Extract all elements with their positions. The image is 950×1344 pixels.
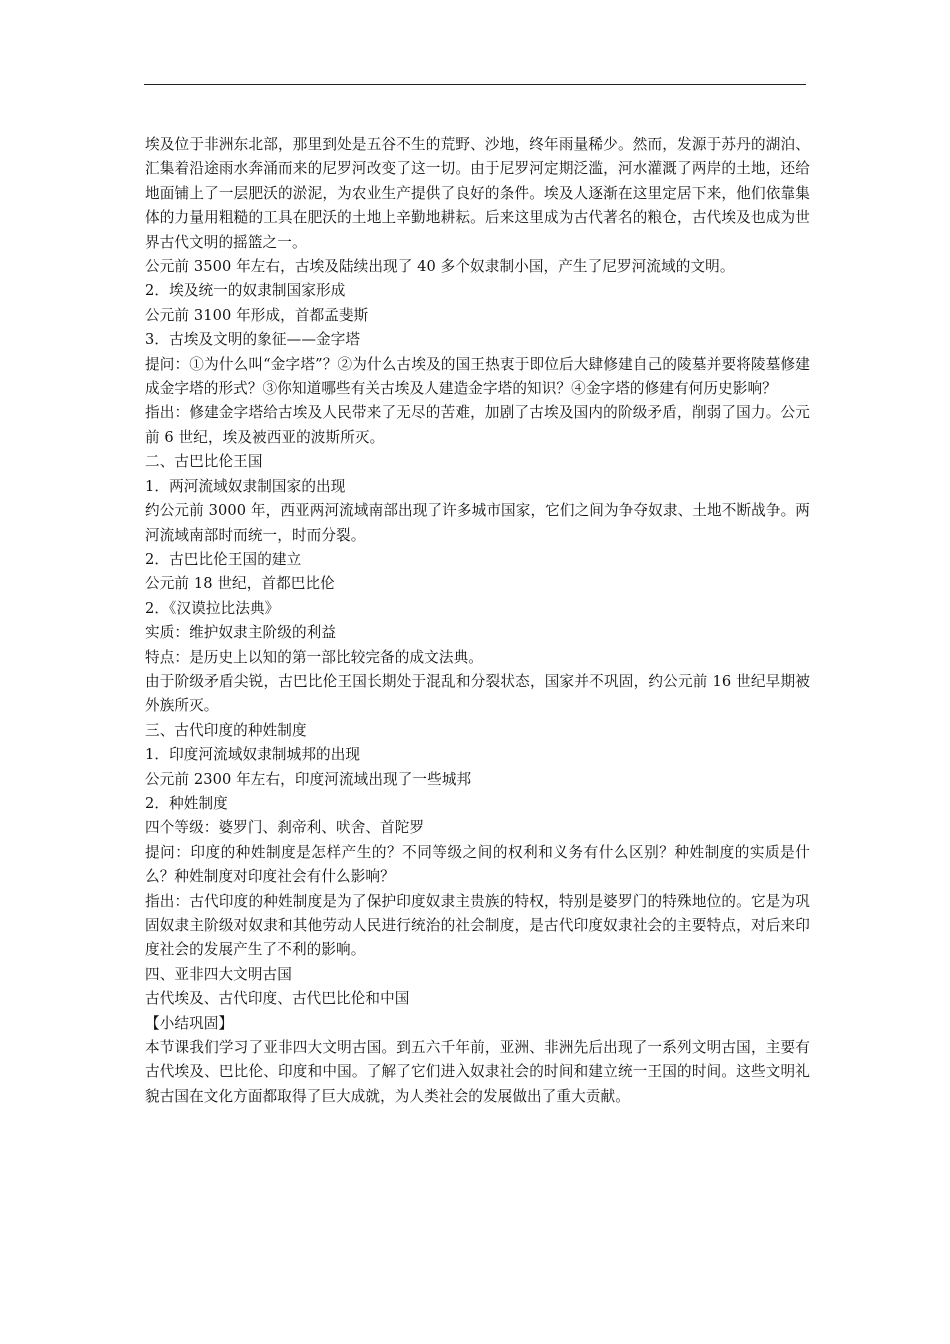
paragraph-caste-conclusion: 指出：古代印度的种姓制度是为了保护印度奴隶主贵族的特权，特别是婆罗门的特殊地位的。它是为巩固奴隶主阶级对奴隶和其他劳动人民进行统治的社会制度，是古代印度奴隶社会的主要特点，对后来印度社会的发展产生了不利的影响。 <box>145 892 810 959</box>
heading-mesopotamia-states: 1．两河流域奴隶制国家的出现 <box>145 477 346 495</box>
paragraph-pyramid-conclusion: 指出：修建金字塔给古埃及人民带来了无尽的苦难，加剧了古埃及国内的阶级矛盾，削弱了国力。公元前 6 世纪，埃及被西亚的波斯所灭。 <box>145 404 810 446</box>
heading-hammurabi-code: 2．《汉谟拉比法典》 <box>145 599 280 617</box>
heading-summary: 【小结巩固】 <box>145 1014 234 1032</box>
paragraph-pyramid-questions: 提问：①为什么叫“金字塔”？②为什么古埃及的国王热衷于即位后大肆修建自己的陵墓并要将陵墓修建成金字塔的形式？③你知道哪些有关古埃及人建造金字塔的知识？④金字塔的修建有何历史影响？ <box>145 355 810 398</box>
paragraph-egypt-capital: 公元前 3100 年形成，首都孟斐斯 <box>145 306 369 324</box>
paragraph-mesopotamia: 约公元前 3000 年，西亚两河流域南部出现了许多城市国家，它们之间为争夺奴隶、土地不断战争。两河流域南部时而统一，时而分裂。 <box>145 502 810 544</box>
paragraph-four-civilizations: 古代埃及、古代印度、古代巴比伦和中国 <box>145 990 410 1008</box>
paragraph-babylon-capital: 公元前 18 世纪，首都巴比伦 <box>145 575 335 593</box>
paragraph-egypt-geography: 埃及位于非洲东北部，那里到处是五谷不生的荒野、沙地，终年雨量稀少。然而，发源于苏丹的湖泊、汇集着沿途雨水奔涌而来的尼罗河改变了这一切。由于尼罗河定期泛滥，河水灌溉了两岸的土地，还给地面铺上了一层肥沃的淤泥，为农业生产提供了良好的条件。埃及人逐渐在这里定居下来，他们依靠集体的力量用粗糙的工具在肥沃的土地上辛勤地耕耘。后来这里成为古代著名的粮仓，古代埃及也成为世界古代文明的摇篮之一。 <box>145 136 810 251</box>
paragraph-four-castes: 四个等级：婆罗门、刹帝利、吠舍、首陀罗 <box>145 819 425 837</box>
paragraph-code-essence: 实质：维护奴隶主阶级的利益 <box>145 624 337 642</box>
heading-indus-city-states: 1．印度河流域奴隶制城邦的出现 <box>145 746 361 764</box>
heading-caste-system: 2．种姓制度 <box>145 794 228 812</box>
section-heading-babylon: 二、古巴比伦王国 <box>145 453 263 471</box>
paragraph-code-features: 特点：是历史上以知的第一部比较完备的成文法典。 <box>145 648 483 666</box>
paragraph-summary: 本节课我们学习了亚非四大文明古国。到五六千年前，亚洲、非洲先后出现了一系列文明古国，主要有古代埃及、巴比伦、印度和中国。了解了它们进入奴隶社会的时间和建立统一王国的时间。这些文明礼貌古国在文化方面都取得了巨大成就，为人类社会的发展做出了重大贡献。 <box>145 1039 810 1105</box>
paragraph-babylon-fall: 由于阶级矛盾尖锐，古巴比伦王国长期处于混乱和分裂状态，国家并不巩固，约公元前 16 世纪早期被外族所灭。 <box>145 672 810 715</box>
paragraph-indus-city-states: 公元前 2300 年左右，印度河流域出现了一些城邦 <box>145 770 472 788</box>
paragraph-caste-questions: 提问：印度的种姓制度是怎样产生的？不同等级之间的权利和义务有什么区别？种姓制度的实质是什么？种姓制度对印度社会有什么影响？ <box>145 843 810 886</box>
heading-babylon-founding: 2．古巴比伦王国的建立 <box>145 550 302 568</box>
paragraph-egypt-kingdoms: 公元前 3500 年左右，古埃及陆续出现了 40 多个奴隶制小国，产生了尼罗河流域的文明。 <box>145 258 735 276</box>
heading-pyramid: 3．古埃及文明的象征——金字塔 <box>145 331 361 349</box>
document-body <box>145 133 810 1109</box>
section-heading-four-civilizations: 四、亚非四大文明古国 <box>145 965 292 983</box>
heading-egypt-unification: 2．埃及统一的奴隶制国家形成 <box>145 282 346 300</box>
section-heading-india: 三、古代印度的种姓制度 <box>145 721 307 739</box>
header-rule <box>144 84 806 85</box>
